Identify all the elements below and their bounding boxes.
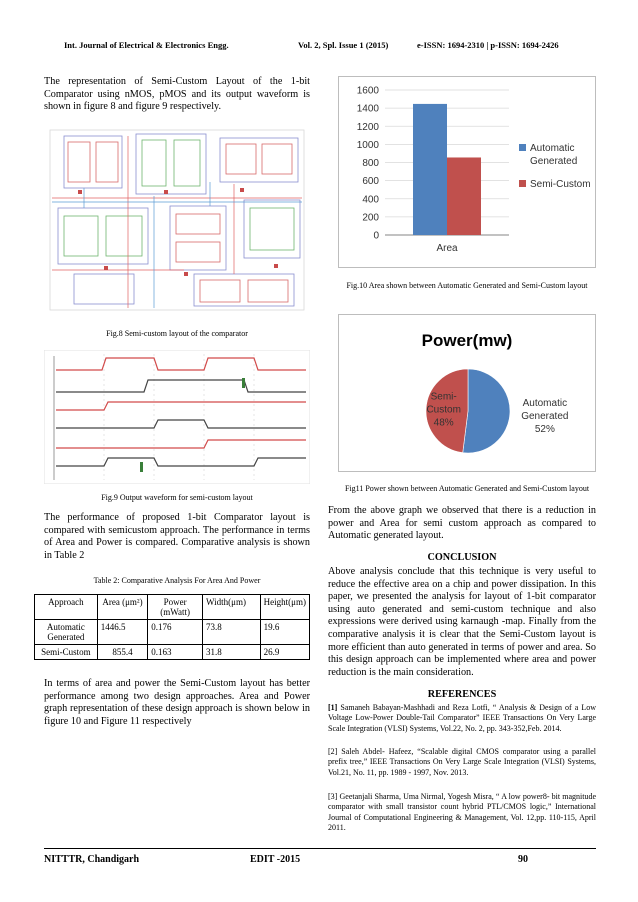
- pie-data-label: Generated: [521, 410, 569, 422]
- issn-info: e-ISSN: 1694-2310 | p-ISSN: 1694-2426: [417, 40, 559, 50]
- cell-height: 26.9: [260, 645, 309, 660]
- reference-text: Geetanjali Sharma, Uma Nirmal, Yogesh Misra, “ A low power8- bit magnitude comparator with small transistor count hybrid PTL/CMOS logic,” International Journal of Computational Engineering & Management, Vol. 12,pp. 110-115, April 2011.: [328, 792, 597, 832]
- cell-area: 1446.5: [97, 620, 148, 645]
- legend-label: Semi-Custom: [530, 179, 591, 190]
- fig10-caption: Fig.10 Area shown between Automatic Generated and Semi-Custom layout: [346, 281, 588, 290]
- footer-institute: NITTTR, Chandigarh: [44, 854, 140, 865]
- header-width: Width(μm): [203, 595, 261, 620]
- cell-approach: Semi-Custom: [35, 645, 98, 660]
- header-height: Height(μm): [260, 595, 309, 620]
- table-row: [35, 620, 310, 645]
- cell-width: 31.8: [203, 645, 261, 660]
- pie-data-label: Custom: [426, 404, 461, 416]
- volume-info: Vol. 2, Spl. Issue 1 (2015): [298, 40, 389, 50]
- references-heading: REFERENCES: [427, 689, 497, 700]
- reference-number: [3]: [328, 792, 338, 801]
- pie-data-label: 52%: [534, 423, 555, 435]
- closing-paragraph: In terms of area and power the Semi-Custom layout has better performance among two design approaches. Area and Power graph representation of these design approach is shown below in figure 10 and Figure 11 respectively: [44, 678, 310, 727]
- y-tick-label: 1200: [356, 121, 379, 133]
- bar-automatic-generated: [413, 104, 447, 235]
- cell-power: 0.163: [148, 645, 203, 660]
- y-tick-label: 1000: [356, 139, 379, 151]
- x-tick-label: Area: [436, 243, 458, 254]
- y-tick-label: 400: [362, 194, 379, 206]
- intro-paragraph: The representation of Semi-Custom Layout of the 1-bit Comparator using nMOS, pMOS and its output waveform is shown in figure 8 and figure 9 respectively.: [44, 76, 310, 113]
- fig8-layout-image: [44, 124, 310, 316]
- legend-swatch: [519, 180, 526, 187]
- fig11-caption: Fig11 Power shown between Automatic Generated and Semi-Custom layout: [344, 484, 590, 493]
- table2-caption: Table 2: Comparative Analysis For Area And Power: [93, 576, 261, 585]
- conclusion-heading: CONCLUSION: [427, 552, 497, 563]
- bar-semi-custom: [447, 157, 481, 235]
- cell-height: 19.6: [260, 620, 309, 645]
- reference-number: [2]: [328, 747, 338, 756]
- performance-paragraph: The performance of proposed 1-bit Comparator layout is compared with semicustom approach. The performance in terms of Area and Power is compared. Comparative analysis is shown in Table 2: [44, 512, 310, 561]
- power-pie-chart: [339, 315, 595, 471]
- reference-item: [328, 792, 596, 833]
- y-tick-label: 0: [373, 230, 379, 242]
- area-chart-frame: [338, 76, 596, 268]
- legend-swatch: [519, 144, 526, 151]
- observation-paragraph: From the above graph we observed that there is a reduction in power and Area for semi custom approach as compared to Automatic generated layout.: [328, 505, 596, 542]
- reference-number: [1]: [328, 703, 338, 712]
- reference-text: Saleh Abdel- Hafeez, “Scalable digital CMOS comparator using a parallel prefix tree,” IEEE Transactions On Very Large Scale Integration (VLSI) Systems, Vol.21, No. 11, pp. 1989 - 1997, Nov. 2013.: [328, 747, 597, 777]
- legend-label: Automatic: [530, 143, 575, 154]
- legend-label: Generated: [530, 156, 578, 167]
- y-tick-label: 1400: [356, 103, 379, 115]
- table-header-row: [35, 595, 310, 620]
- power-chart-frame: [338, 314, 596, 472]
- cell-power: 0.176: [148, 620, 203, 645]
- table-row: [35, 645, 310, 660]
- fig8-caption: Fig.8 Semi-custom layout of the comparator: [106, 329, 248, 338]
- cell-approach: Automatic Generated: [35, 620, 98, 645]
- footer-edition: EDIT -2015: [250, 854, 301, 865]
- chart-title: Power(mw): [421, 331, 513, 350]
- journal-name: Int. Journal of Electrical & Electronics Engg.: [64, 40, 229, 50]
- y-tick-label: 1600: [356, 85, 379, 97]
- page-number: 90: [518, 854, 528, 865]
- reference-item: [328, 703, 596, 734]
- pie-data-label: Semi-: [430, 391, 457, 403]
- reference-item: [328, 747, 596, 778]
- header-approach: Approach: [35, 595, 98, 620]
- footer-rule: [44, 848, 596, 849]
- header-area: Area (μm²): [97, 595, 148, 620]
- y-tick-label: 600: [362, 176, 379, 188]
- area-bar-chart: [339, 77, 595, 267]
- pie-data-label: Automatic: [522, 397, 568, 409]
- cell-area: 855.4: [97, 645, 148, 660]
- y-tick-label: 200: [362, 212, 379, 224]
- pie-slice-automatic-generated: [463, 369, 510, 453]
- reference-text: Samaneh Babayan-Mashhadi and Reza Lotfi, “ Analysis & Design of a Low Voltage Low-Power Double-Tail Comparator” IEEE Transactions On Very Large Scale Integration (VLSI) Systems, Vol.22, No. 2, pp. 343-352,Feb. 2014.: [328, 703, 597, 733]
- header-power: Power (mWatt): [148, 595, 203, 620]
- pie-data-label: 48%: [433, 417, 454, 429]
- fig9-caption: Fig.9 Output waveform for semi-custom layout: [101, 493, 253, 502]
- cell-width: 73.8: [203, 620, 261, 645]
- comparative-analysis-table: [34, 594, 310, 660]
- conclusion-paragraph: Above analysis conclude that this technique is very useful to reduce the effective area on a chip and power dissipation. In this paper, we presented the analysis for layout of 1-bit comparator using auto generated and semi-custom technique and also expressions were derived using karnaugh -map. Finally from the comparative analysis it is clear that the Semi-Custom layout is more efficient than auto generated in terms of power and area. So this design approach can be implemented where area and power reduction is the main consideration.: [328, 566, 596, 678]
- y-tick-label: 800: [362, 158, 379, 169]
- fig9-waveform-image: [44, 350, 310, 484]
